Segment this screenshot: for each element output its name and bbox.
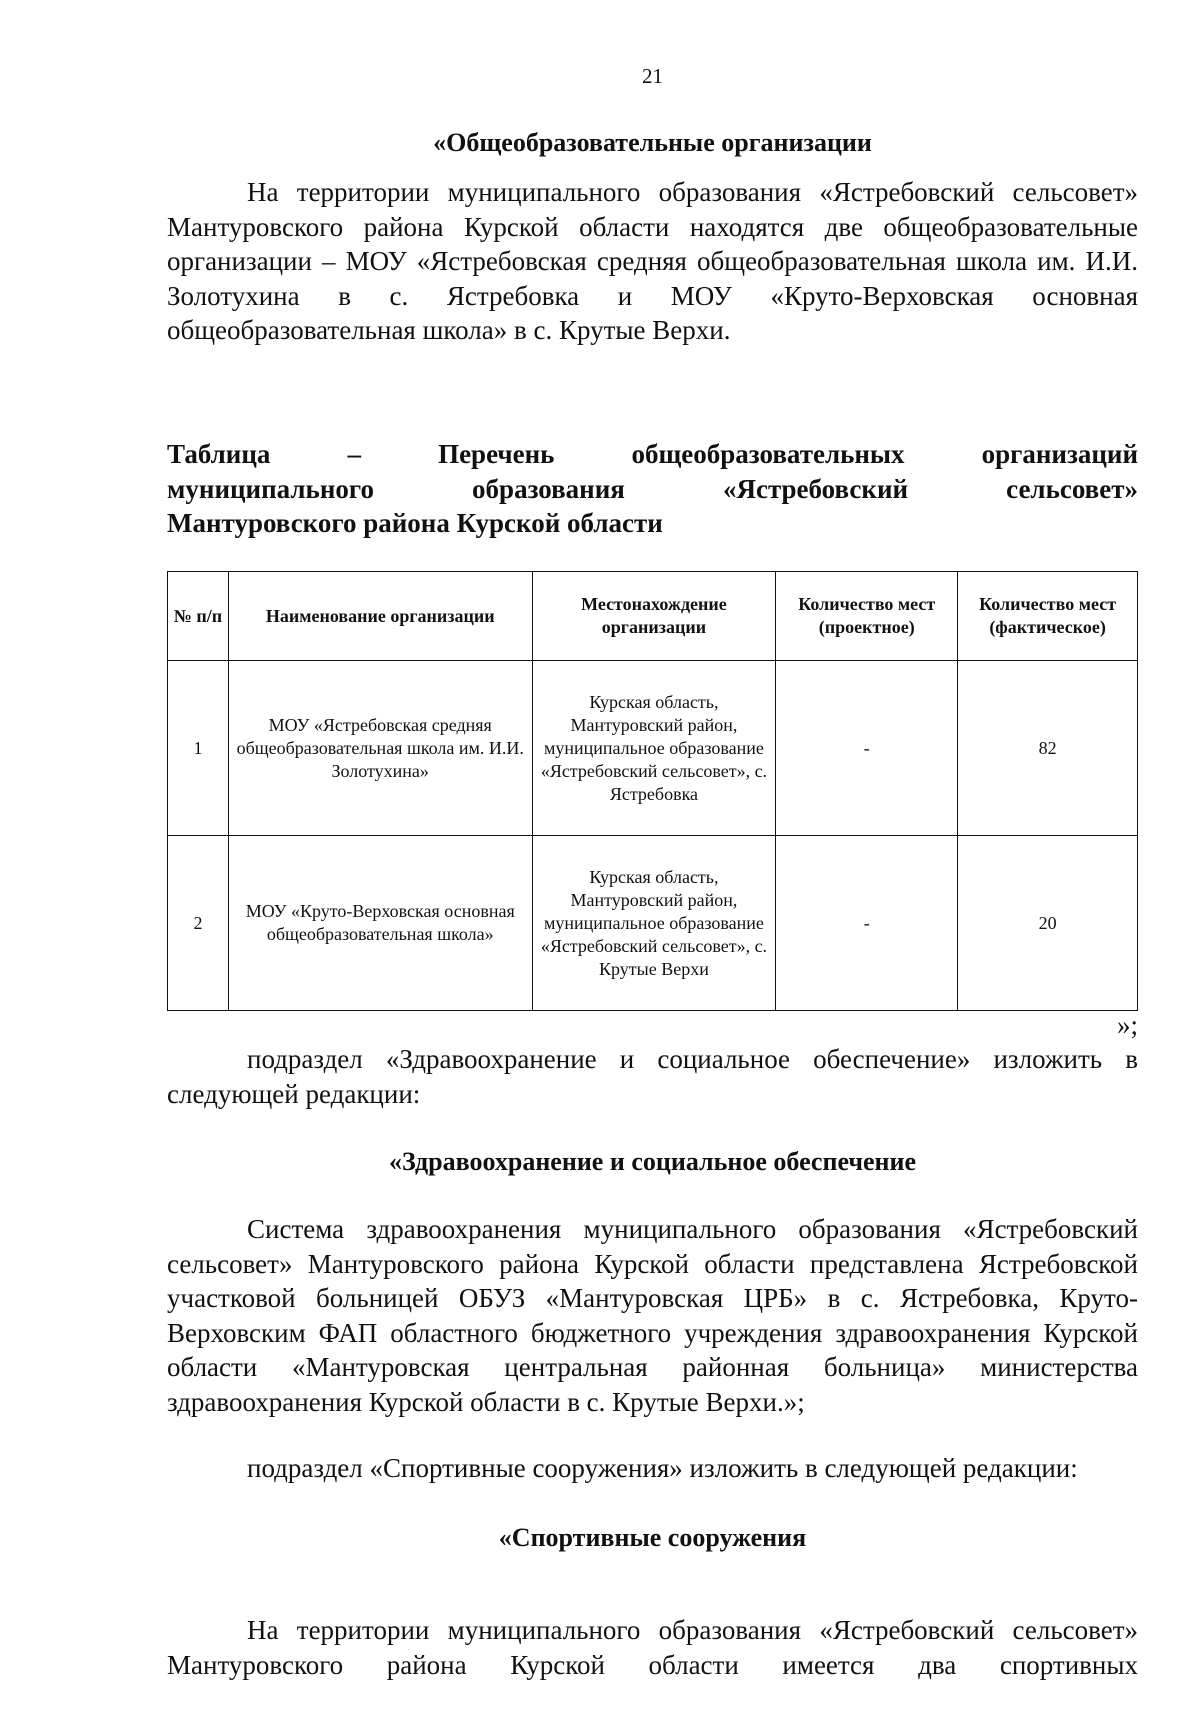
header-location: Местонахождение организации	[532, 572, 776, 661]
paragraph-healthcare: Система здравоохранения муниципального образования «Ястребовский сельсовет» Мантуровского района Курской области представлена Ястребовской участковой больницей ОБУЗ «Мантуровская ЦРБ» в с. Ястребовка, Круто-Верховским ФАП областного бюджетного учреждения здравоохранения Курской области «Мантуровская центральная районная больница» министерства здравоохранения Курской области в с. Крутые Верхи.»;	[167, 1214, 1138, 1417]
cell-capacity-actual: 82	[958, 661, 1138, 836]
table-caption-line-1: Таблица – Перечень общеобразовательных организаций	[167, 439, 1138, 469]
instruction-healthcare: подраздел «Здравоохранение и социальное обеспечение» изложить в следующей редакции:	[167, 1044, 1138, 1109]
header-capacity-design: Количество мест (проектное)	[776, 572, 958, 661]
section-heading-healthcare: «Здравоохранение и социальное обеспечение	[388, 1147, 917, 1176]
page-number: 21	[642, 64, 663, 88]
table-header-row	[168, 572, 1138, 661]
section-heading-sports: «Спортивные сооружения	[498, 1523, 807, 1552]
cell-capacity-design: -	[776, 661, 958, 836]
cell-num: 1	[168, 661, 229, 836]
table-closing-quote: »;	[1116, 1010, 1138, 1040]
instruction-sports: подраздел «Спортивные сооружения» изложить в следующей редакции:	[247, 1453, 1078, 1483]
section-heading-education: «Общеобразовательные организации	[433, 128, 872, 157]
cell-location: Курская область, Мантуровский район, муниципальное образование «Ястребовский сельсовет», с. Крутые Верхи	[532, 836, 776, 1011]
header-name: Наименование организации	[228, 572, 532, 661]
header-num: № п/п	[168, 572, 229, 661]
table-row	[168, 836, 1138, 1011]
cell-capacity-actual: 20	[958, 836, 1138, 1011]
table-caption-line-3: Мантуровского района Курской области	[167, 508, 663, 538]
cell-num: 2	[168, 836, 229, 1011]
cell-capacity-design: -	[776, 836, 958, 1011]
cell-name: МОУ «Ястребовская средняя общеобразовательная школа им. И.И. Золотухина»	[228, 661, 532, 836]
cell-location: Курская область, Мантуровский район, муниципальное образование «Ястребовский сельсовет», с. Ястребовка	[532, 661, 776, 836]
cell-name: МОУ «Круто-Верховская основная общеобразовательная школа»	[228, 836, 532, 1011]
header-capacity-actual: Количество мест (фактическое)	[958, 572, 1138, 661]
table-caption	[167, 437, 1138, 541]
paragraph-education: На территории муниципального образования «Ястребовский сельсовет» Мантуровского района Курской области находятся две общеобразовательные организации – МОУ «Ястребовская средняя общеобразовательная школа им. И.И. Золотухина в с. Ястребовка и МОУ «Круто-Верховская основная общеобразовательная школа» в с. Крутые Верхи.	[167, 177, 1138, 345]
table-row	[168, 661, 1138, 836]
table-caption-line-2: муниципального образования «Ястребовский сельсовет»	[167, 473, 1138, 504]
document-page	[167, 0, 1138, 1727]
organizations-table	[167, 571, 1138, 1011]
paragraph-sports: На территории муниципального образования «Ястребовский сельсовет» Мантуровского района Курской области имеется два спортивных	[167, 1615, 1138, 1680]
